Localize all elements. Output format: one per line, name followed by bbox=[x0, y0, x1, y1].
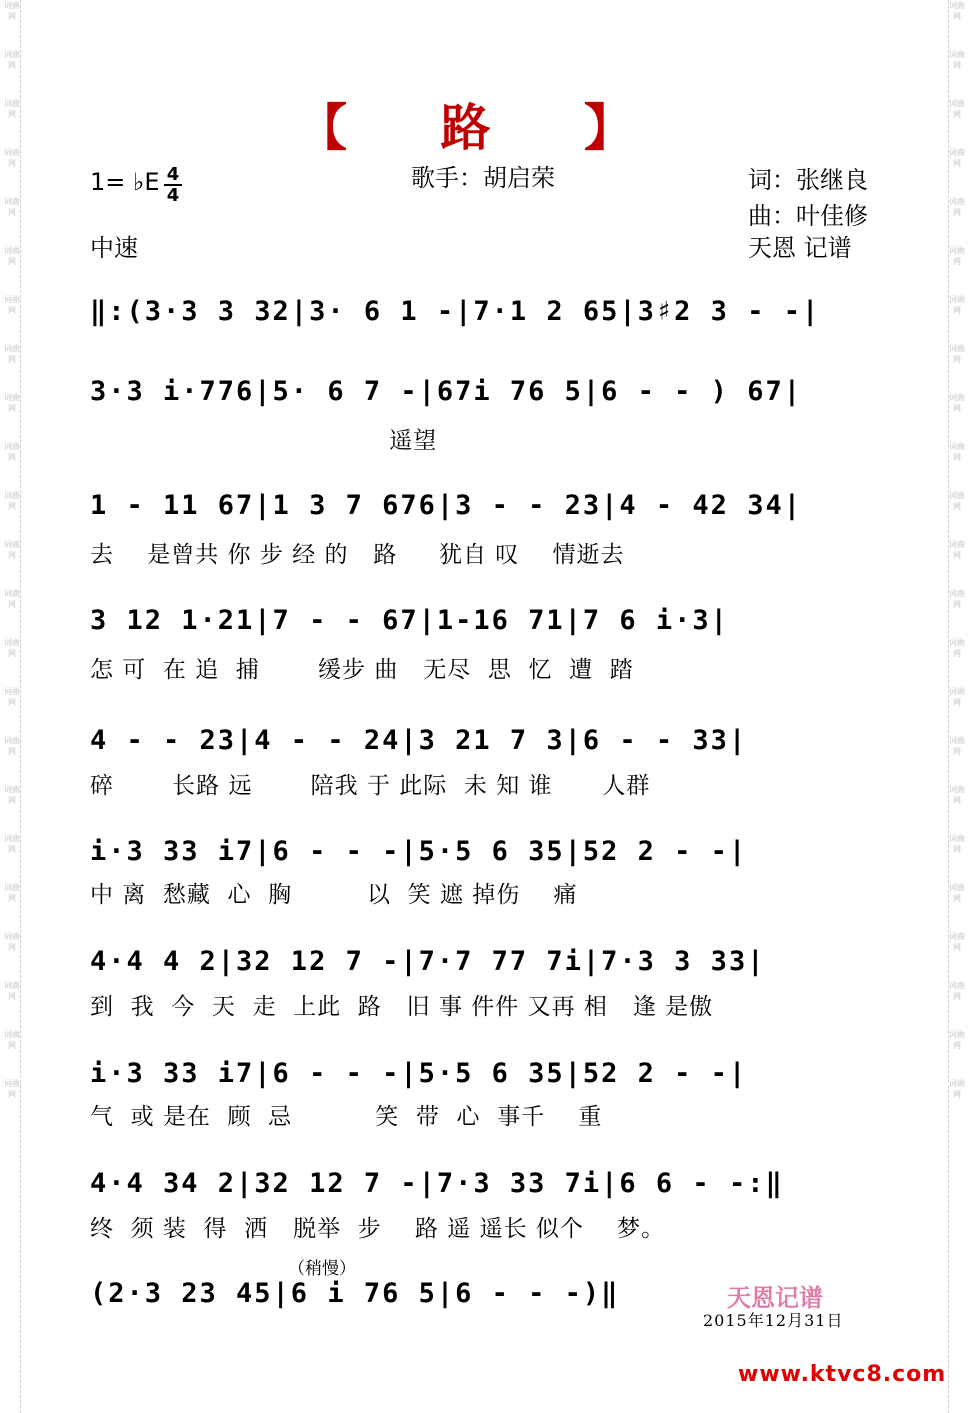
watermark-text: 词曲网 bbox=[4, 932, 20, 952]
score-line-2 bbox=[90, 376, 880, 454]
watermark-text: 词曲网 bbox=[4, 491, 20, 511]
lyricist-credit: 词：张继良 bbox=[748, 166, 868, 194]
composer-credit: 曲：叶佳修 bbox=[748, 202, 868, 230]
notation: 3·3 i·776|5· 6 7 -|67i 76 5|6 - - ) 67| bbox=[90, 376, 802, 407]
score-line-3 bbox=[90, 490, 880, 568]
watermark-text: 词曲网 bbox=[949, 687, 965, 707]
time-top: 4 bbox=[166, 164, 180, 185]
watermark-text: 词曲网 bbox=[4, 148, 20, 168]
watermark-text: 词曲网 bbox=[4, 785, 20, 805]
watermark-text: 词曲网 bbox=[949, 50, 965, 70]
watermark-text: 词曲网 bbox=[4, 981, 20, 1001]
watermark-text: 词曲网 bbox=[949, 589, 965, 609]
score-line-4 bbox=[90, 605, 880, 683]
watermark-text: 词曲网 bbox=[4, 1, 20, 21]
notation: 4·4 4 2|32 12 7 -|7·7 77 7i|7·3 3 33| bbox=[90, 946, 766, 977]
watermark-text: 词曲网 bbox=[4, 834, 20, 854]
tempo-mark: （稍慢） bbox=[288, 1259, 356, 1279]
score-line-6 bbox=[90, 836, 880, 908]
watermark-text: 词曲网 bbox=[949, 1, 965, 21]
lyrics: 终 须 装 得 洒 脱举 步 路 遥 遥长 似个 梦。 bbox=[90, 1216, 666, 1242]
watermark-text: 词曲网 bbox=[949, 344, 965, 364]
notation: ‖:(3·3 3 32|3· 6 1 -|7·1 2 65|3♯2 3 - -| bbox=[90, 296, 821, 327]
watermark-text: 词曲网 bbox=[949, 1079, 965, 1099]
watermark-text: 词曲网 bbox=[4, 883, 20, 903]
left-watermark-strip bbox=[4, 0, 21, 1413]
lyrics: 气 或 是在 顾 忌 笑 带 心 事千 重 bbox=[90, 1104, 603, 1130]
watermark-text: 词曲网 bbox=[4, 687, 20, 707]
watermark-text: 词曲网 bbox=[949, 736, 965, 756]
notation: (2·3 23 45|6 i 76 5|6 - - -)‖ bbox=[90, 1278, 620, 1309]
watermark-text: 词曲网 bbox=[949, 246, 965, 266]
watermark-text: 词曲网 bbox=[4, 393, 20, 413]
watermark-text: 词曲网 bbox=[949, 638, 965, 658]
notation: i·3 33 i7|6 - - -|5·5 6 35|52 2 - -| bbox=[90, 1058, 748, 1089]
notation: 3 12 1·21|7 - - 67|1-16 71|7 6 i·3| bbox=[90, 605, 729, 636]
watermark-text: 词曲网 bbox=[949, 148, 965, 168]
tempo-label: 中速 bbox=[90, 234, 138, 262]
watermark-text: 词曲网 bbox=[949, 932, 965, 952]
watermark-text: 词曲网 bbox=[949, 540, 965, 560]
score-line-8 bbox=[90, 1058, 880, 1130]
site-link[interactable]: www.ktvc8.com bbox=[738, 1362, 947, 1387]
watermark-text: 词曲网 bbox=[949, 1030, 965, 1050]
watermark-text: 词曲网 bbox=[949, 883, 965, 903]
watermark-text: 词曲网 bbox=[949, 834, 965, 854]
watermark-text: 词曲网 bbox=[4, 1030, 20, 1050]
time-signature bbox=[163, 166, 183, 204]
lyrics: 怎 可 在 追 捕 缓步 曲 无尽 思 忆 遭 踏 bbox=[90, 657, 634, 683]
lyrics: 去 是曾共 你 步 经 的 路 犹自 叹 情逝去 bbox=[90, 542, 625, 568]
watermark-text: 词曲网 bbox=[4, 442, 20, 462]
watermark-text: 词曲网 bbox=[4, 99, 20, 119]
notation: 1 - 11 67|1 3 7 676|3 - - 23|4 - 42 34| bbox=[90, 490, 802, 521]
watermark-text: 词曲网 bbox=[4, 197, 20, 217]
watermark-text: 词曲网 bbox=[949, 295, 965, 315]
notation: 4·4 34 2|32 12 7 -|7·3 33 7i|6 6 - -:‖ bbox=[90, 1168, 784, 1199]
transcriber-stamp: 天恩记谱 bbox=[727, 1283, 823, 1312]
notation: 4 - - 23|4 - - 24|3 21 7 3|6 - - 33| bbox=[90, 725, 748, 756]
lyrics: 到 我 今 天 走 上此 路 旧 事 件件 又再 相 逢 是傲 bbox=[90, 994, 714, 1020]
lyrics: 中 离 愁藏 心 胸 以 笑 遮 掉伤 痛 bbox=[90, 882, 578, 908]
watermark-text: 词曲网 bbox=[949, 99, 965, 119]
song-title: 【 路 】 bbox=[297, 99, 672, 157]
watermark-text: 词曲网 bbox=[4, 540, 20, 560]
score-line-1 bbox=[90, 296, 880, 336]
watermark-text: 词曲网 bbox=[4, 50, 20, 70]
watermark-text: 词曲网 bbox=[4, 1079, 20, 1099]
lyrics: 碎 长路 远 陪我 于 此际 未 知 谁 人群 bbox=[90, 773, 651, 799]
watermark-text: 词曲网 bbox=[949, 442, 965, 462]
transcriber-credit: 天恩 记谱 bbox=[748, 234, 852, 262]
right-watermark-strip bbox=[948, 0, 965, 1413]
notation: i·3 33 i7|6 - - -|5·5 6 35|52 2 - -| bbox=[90, 836, 748, 867]
watermark-text: 词曲网 bbox=[4, 589, 20, 609]
watermark-text: 词曲网 bbox=[949, 197, 965, 217]
transcription-date: 2015年12月31日 bbox=[703, 1311, 844, 1330]
watermark-text: 词曲网 bbox=[4, 295, 20, 315]
watermark-text: 词曲网 bbox=[949, 981, 965, 1001]
lyrics: 遥望 bbox=[90, 428, 438, 454]
key-signature: 1= ♭E bbox=[90, 168, 160, 196]
score-line-5 bbox=[90, 725, 880, 799]
watermark-text: 词曲网 bbox=[4, 344, 20, 364]
watermark-text: 词曲网 bbox=[949, 491, 965, 511]
watermark-text: 词曲网 bbox=[4, 638, 20, 658]
watermark-text: 词曲网 bbox=[949, 393, 965, 413]
score-line-7 bbox=[90, 946, 880, 1020]
watermark-text: 词曲网 bbox=[949, 785, 965, 805]
score-line-9 bbox=[90, 1168, 880, 1242]
watermark-text: 词曲网 bbox=[4, 246, 20, 266]
singer-credit: 歌手：胡启荣 bbox=[411, 164, 555, 192]
time-bottom: 4 bbox=[166, 185, 180, 206]
watermark-text: 词曲网 bbox=[4, 736, 20, 756]
